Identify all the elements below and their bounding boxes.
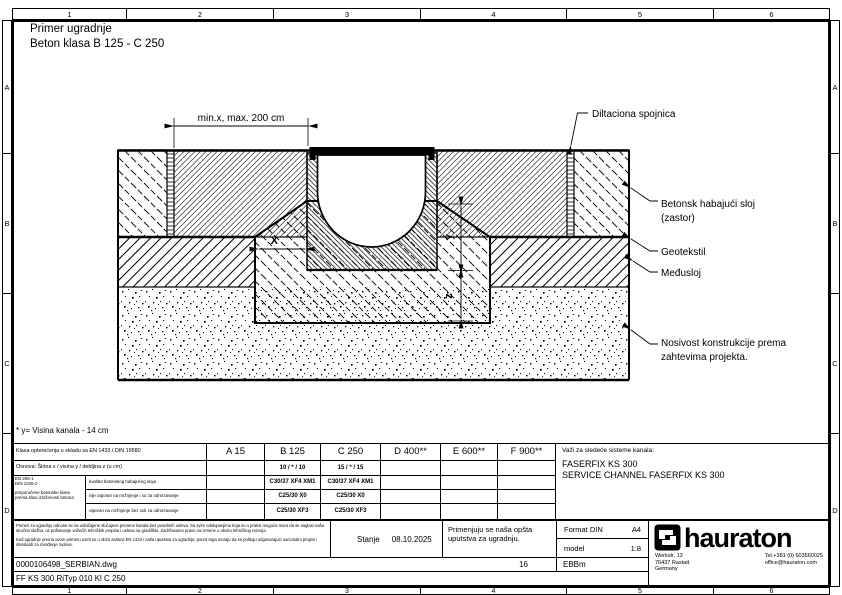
- ruler-cell: A: [3, 21, 11, 154]
- col-header-a15: A 15: [207, 444, 265, 461]
- concrete-value: [207, 504, 265, 519]
- ruler-cell: 4: [421, 588, 567, 594]
- concrete-value: C30/37 XF4 XM1: [321, 476, 381, 490]
- concrete-value: [441, 490, 498, 504]
- label-wearing-layer-2: (zastor): [661, 213, 695, 224]
- wearing-layer-left: [174, 150, 307, 237]
- label-wearing-layer: Betonsk habajući sloj: [661, 199, 755, 210]
- brand-wordmark: hauraton: [684, 522, 792, 553]
- contact-block: [765, 553, 823, 573]
- ruler-cell: 2: [127, 588, 274, 594]
- disclaimer-paragraph-2: Kod ugradnje prema ovom primeru uzeti su u obzir zahtevi EN 1433 i naša uputstva za ugradnju; pored toga moraju da se poštuju odgovarajući nacionalni propisi i standardi za izvođenje radova.: [16, 537, 318, 547]
- format-label: Format DIN: [564, 525, 603, 534]
- concrete-value: [498, 504, 556, 519]
- dims-e600: [441, 461, 498, 476]
- leader-geotextile: [631, 239, 658, 251]
- system-faserfix: FASERFIX KS 300: [562, 458, 638, 469]
- norm-note2: prema klasi izloženosti betona: [15, 494, 74, 500]
- ruler-cell: B: [3, 154, 11, 294]
- col-header-b125: B 125: [265, 444, 321, 461]
- brand-row: [649, 521, 828, 551]
- disclaimer-cell: [13, 521, 331, 558]
- concrete-row-label: otporan na mržnjenje bez soli za odmrzavanje: [86, 504, 207, 519]
- label-bearing-1: Nosivost konstrukcije prema: [661, 338, 787, 349]
- address-row: [649, 551, 828, 573]
- concrete-value: [381, 504, 441, 519]
- status-date: 08.10.2025: [391, 534, 432, 544]
- dimensions-row-label: Osnova: Širina x / visina y / debljina z (u cm): [13, 461, 207, 476]
- concrete-norm-cell: [13, 476, 86, 519]
- label-interlayer: Međusloj: [661, 268, 702, 279]
- edge-block-left: [118, 150, 167, 237]
- format-cell: [557, 521, 649, 539]
- scale-value: 1:8: [630, 543, 641, 553]
- concrete-value: C25/30 X0: [321, 490, 381, 504]
- col-header-d400: D 400**: [381, 444, 441, 461]
- ruler-cell: 5: [567, 588, 714, 594]
- address-line3: Germany: [655, 566, 678, 572]
- title-line1: Primer ugradnje: [30, 23, 112, 35]
- ruler-cell: 3: [274, 9, 421, 19]
- load-class-header: Klasa opterećenja u skladu sa EN 1433 / DIN 19580: [13, 444, 207, 461]
- wearing-layer-right: [437, 150, 567, 237]
- ruler-cell: 2: [127, 9, 274, 19]
- concrete-value: [441, 476, 498, 490]
- dims-a15: [207, 461, 265, 476]
- concrete-value: [441, 504, 498, 519]
- ruler-cell: 3: [274, 588, 421, 594]
- label-expansion-joint: Diltaciona spojnica: [592, 109, 676, 120]
- system-service-channel: SERVICE CHANNEL FASERFIX KS 300: [562, 470, 725, 481]
- concrete-value: [498, 490, 556, 504]
- concrete-value: [498, 476, 556, 490]
- norm-line2: DIN 1045-2: [15, 480, 38, 486]
- ruler-cell: D: [832, 505, 838, 515]
- systems-panel: [556, 444, 829, 519]
- norm-note1: preporučene betonske klase: [15, 490, 71, 496]
- address-line2: 76437 Rastatt: [655, 559, 690, 566]
- installation-note-cell: Primenjuju se naša opšta uputstva za ugradnju.: [443, 521, 557, 558]
- phone-line: Tel.+381 (0) 603560025: [764, 553, 823, 559]
- type-row: FF KS 300 RiTyp 010 Kl C 250: [13, 572, 649, 585]
- concrete-row-label: kvalitet betonskog habajućeg sloja: [86, 476, 207, 490]
- file-row: [13, 558, 557, 572]
- ruler-cell: C: [3, 294, 11, 434]
- ruler-cell: 1: [13, 588, 127, 594]
- concrete-value: C25/30 XF3: [321, 504, 381, 519]
- author-cell: EBBm: [557, 558, 649, 572]
- concrete-value: [381, 476, 441, 490]
- leader-interlayer: [633, 261, 658, 272]
- norm-line1: EN 206-1: [15, 476, 34, 481]
- ruler-cell: 1: [13, 9, 127, 19]
- ruler-cell: 4: [421, 9, 567, 19]
- interlayer-right: [490, 237, 629, 287]
- manufacturer-cell: [649, 521, 828, 585]
- concrete-value: C25/30 XF3: [265, 504, 321, 519]
- footnote: * y= Visina kanala - 14 cm: [16, 426, 109, 435]
- label-geotextile: Geotekstil: [661, 247, 706, 258]
- grating-edge-right: [429, 155, 435, 160]
- dims-d400: [381, 461, 441, 476]
- status-cell: [331, 521, 443, 558]
- label-bearing-2: zahtevima projekta.: [661, 352, 748, 363]
- col-header-f900: F 900**: [498, 444, 556, 461]
- scale-label: model: [564, 543, 585, 553]
- concrete-value: C30/37 XF4 XM1: [265, 476, 321, 490]
- status-label: Stanje: [357, 534, 380, 544]
- col-header-e600: E 600**: [441, 444, 498, 461]
- ruler-cell: 5: [567, 9, 714, 19]
- expansion-joint-left: [167, 150, 174, 237]
- address-line1: Werkstr. 13: [655, 553, 683, 559]
- format-value: A4: [631, 525, 641, 534]
- dims-c250: 15 / * / 15: [321, 461, 381, 476]
- ruler-cell: 6: [769, 587, 774, 595]
- dim-label-x: X: [270, 235, 278, 247]
- ruler-cell: A: [831, 21, 839, 154]
- dims-b125: 10 / * / 10: [265, 461, 321, 476]
- disclaimer-paragraph-1: Primeri za ugradnju odnose se na uobičajene slučajeve primene kanala bez posebnih uslova. Sa svim odstupanjima koja su u praksi moguća mora da se saglasi naša stručna služba, uz poštovanje važećih tehničkih propisa i uslova na gradilištu. Zadržavamo pravo na izmene u okviru tehničkog razvoja.: [16, 523, 324, 533]
- edge-block-right: [574, 150, 629, 237]
- interlayer-left: [118, 237, 255, 287]
- ruler-cell: D: [4, 505, 10, 515]
- scale-cell: [557, 539, 649, 558]
- title-line2: Beton klasa B 125 - C 250: [30, 38, 165, 50]
- dims-f900: [498, 461, 556, 476]
- systems-title: Važi za sledeće sisteme kanala:: [562, 447, 655, 454]
- load-class-table: [12, 443, 830, 520]
- dim-label-z: z: [443, 293, 455, 299]
- title-block: [12, 520, 830, 587]
- concrete-value: [207, 490, 265, 504]
- concrete-value: [207, 476, 265, 490]
- concrete-row-label: nije otporan na mržnjenje i so za odmrzavanje: [86, 490, 207, 504]
- dim-label-top: min.x, max. 200 cm: [197, 113, 285, 124]
- grating-edge-left: [310, 155, 316, 160]
- leader-bearing: [631, 330, 658, 344]
- address-block: [655, 553, 689, 573]
- hauraton-logo-icon: [654, 524, 681, 551]
- dim-label-y: y: [443, 234, 455, 240]
- ruler-cell: 6: [769, 9, 774, 19]
- ruler-cell: C: [831, 294, 839, 434]
- email-line: office@hauraton.com: [764, 559, 817, 566]
- col-header-c250: C 250: [321, 444, 381, 461]
- leader-joint: [571, 113, 588, 145]
- concrete-value: C25/30 X0: [265, 490, 321, 504]
- leader-wearing-layer: [631, 188, 658, 201]
- sheet-number: 16: [519, 560, 528, 569]
- ruler-cell: B: [831, 154, 839, 294]
- file-name: 0000106498_SERBIAN.dwg: [16, 560, 117, 569]
- concrete-value: [381, 490, 441, 504]
- expansion-joint-right: [567, 150, 574, 237]
